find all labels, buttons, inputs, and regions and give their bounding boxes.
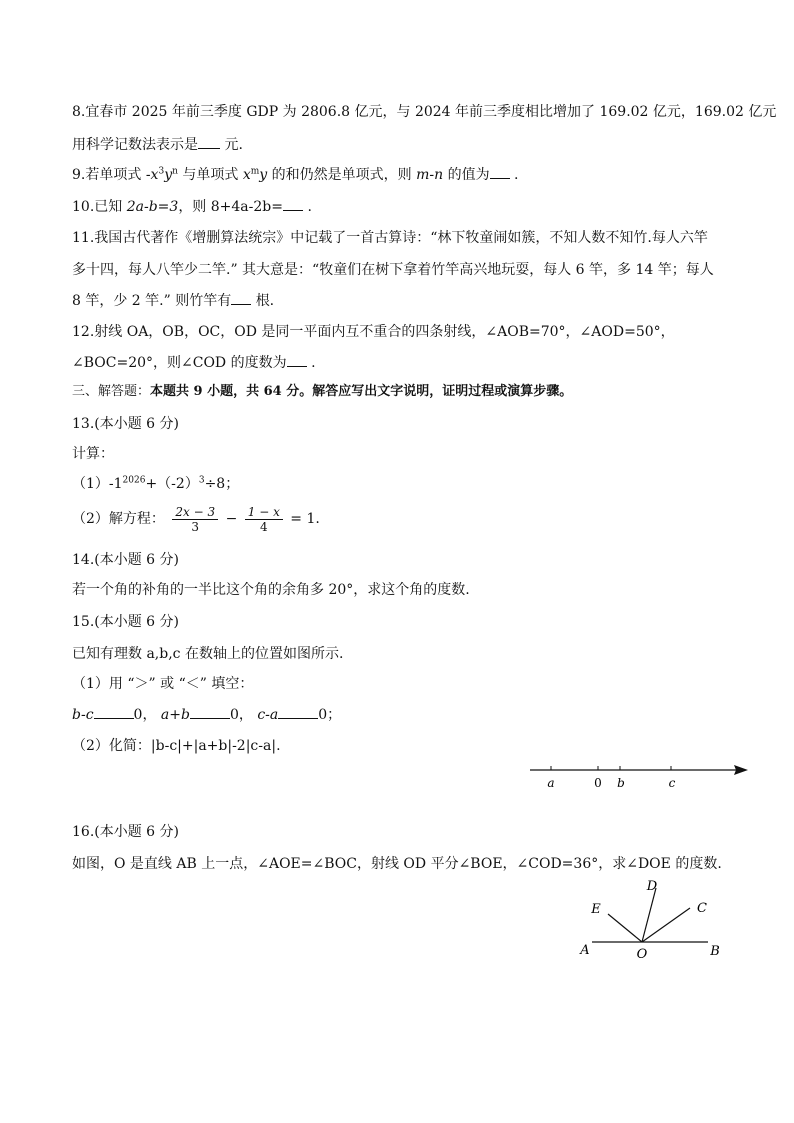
point-o-label: O xyxy=(636,947,648,962)
answer-blank xyxy=(278,704,318,719)
q10-text-b: ，则 8+4a-2b= xyxy=(178,199,283,215)
q9-term1-exp1: 3 xyxy=(158,166,165,177)
label-c: c xyxy=(668,776,676,790)
angle-figure xyxy=(570,874,730,964)
minus-sign: − xyxy=(225,511,238,527)
q11-line3-text: 8 竿，少 2 竿.” 则竹竿有 xyxy=(72,293,232,309)
fraction-1-denominator: 3 xyxy=(191,519,200,534)
q9-term2-exp: m xyxy=(250,166,260,177)
q9-line xyxy=(72,164,518,185)
arrow-head-icon xyxy=(734,765,748,775)
q9-text-e: . xyxy=(514,167,519,183)
q15-tail-1: 0， xyxy=(133,707,157,723)
q8-line2-unit: 元. xyxy=(224,137,243,153)
q14-header: 14.(本小题 6 分) xyxy=(72,552,179,568)
fraction-2-denominator: 4 xyxy=(259,519,268,534)
q9-text-b: 与单项式 xyxy=(177,167,243,183)
label-zero: 0 xyxy=(594,776,602,790)
answer-blank xyxy=(287,352,307,367)
point-e-label: E xyxy=(591,902,601,917)
q8-line2 xyxy=(72,134,243,155)
point-d-label: D xyxy=(646,879,658,894)
section3-heading xyxy=(72,382,572,402)
q15-part2: （2）化简：|b-c|+|a+b|-2|c-a|. xyxy=(72,738,281,754)
q10-text-c: . xyxy=(307,199,312,215)
q12-line2-end: . xyxy=(311,355,316,371)
q16-text: 如图，O 是直线 AB 上一点，∠AOE=∠BOC，射线 OD 平分∠BOE，∠COD=36°，求∠DOE 的度数. xyxy=(72,856,722,872)
q10-expr: 2a-b=3 xyxy=(126,199,179,215)
q8-line1: 8.宜春市 2025 年前三季度 GDP 为 2806.8 亿元，与 2024 年前三季度相比增加了 169.02 亿元，169.02 亿元 xyxy=(72,104,777,120)
q13-intro: 计算： xyxy=(72,446,114,462)
fraction-2 xyxy=(245,505,283,534)
label-b: b xyxy=(617,776,625,790)
answer-blank xyxy=(490,164,510,179)
q8-line2-text: 用科学记数法表示是 xyxy=(72,137,198,153)
answer-blank xyxy=(190,704,230,719)
q9-text-c: 的和仍然是单项式，则 xyxy=(267,167,417,183)
q13-part1 xyxy=(72,474,239,494)
answer-blank xyxy=(231,290,251,305)
equals-one: = 1. xyxy=(290,511,320,527)
q15-tail-2: 0， xyxy=(229,707,253,723)
q9-text-d: 的值为 xyxy=(443,167,490,183)
fraction-1 xyxy=(172,505,218,534)
answer-blank xyxy=(198,134,220,149)
fraction-2-numerator: 1 − x xyxy=(245,505,283,520)
q14-text: 若一个角的补角的一半比这个角的余角多 20°，求这个角的度数. xyxy=(72,582,470,598)
q11-line1: 11.我国古代著作《增删算法统宗》中记载了一首古算诗：“林下牧童闹如簇，不知人数不知竹.每人六竿 xyxy=(72,230,708,246)
q9-text-a: 9.若单项式 xyxy=(72,167,146,183)
q12-line2 xyxy=(72,352,316,373)
q15-tail-3: 0； xyxy=(318,707,342,723)
q13-p1-b: +（-2） xyxy=(145,476,199,492)
section3-desc: 本题共 9 小题，共 64 分。解答应写出文字说明，证明过程或演算步骤。 xyxy=(150,384,573,399)
q9-term1-exp2: n xyxy=(172,166,178,177)
q11-line3 xyxy=(72,290,274,311)
q16-header: 16.(本小题 6 分) xyxy=(72,824,179,840)
q15-expr-c-a: c-a xyxy=(257,707,279,723)
q12-line1: 12.射线 OA，OB，OC，OD 是同一平面内互不重合的四条射线，∠AOB=70°，∠AOD=50°， xyxy=(72,324,675,340)
q9-term2-y: y xyxy=(259,167,268,183)
answer-blank xyxy=(283,196,303,211)
q15-blanks xyxy=(72,704,341,725)
q13-p1-exp: 2026 xyxy=(122,475,146,486)
q13-p2-label: （2）解方程： xyxy=(72,511,165,527)
q15-expr-b-c: b-c xyxy=(72,707,94,723)
q11-line2: 多十四，每人八竿少二竿.” 其大意是：“牧童们在树下拿着竹竿高兴地玩耍，每人 6 竿，多 14 竿；每人 xyxy=(72,262,714,278)
q12-line2-text: ∠BOC=20°，则∠COD 的度数为 xyxy=(72,355,287,371)
q13-p1-c: ÷8； xyxy=(204,476,240,492)
q15-header: 15.(本小题 6 分) xyxy=(72,614,179,630)
q13-p1-a: （1）-1 xyxy=(72,476,123,492)
fraction-1-numerator: 2x − 3 xyxy=(172,505,218,520)
section3-label: 三、解答题： xyxy=(72,384,151,399)
q9-mn: m-n xyxy=(416,167,444,183)
q9-term1: -x xyxy=(145,167,159,183)
q10-line xyxy=(72,196,312,217)
q9-term1-y: y xyxy=(164,167,173,183)
answer-blank xyxy=(94,704,134,719)
q10-text-a: 10.已知 xyxy=(72,199,127,215)
ray-oe xyxy=(608,914,642,942)
label-a: a xyxy=(547,776,555,790)
q13-header: 13.(本小题 6 分) xyxy=(72,416,179,432)
point-b-label: B xyxy=(710,944,720,959)
q13-p1-exp2: 3 xyxy=(198,475,205,486)
point-c-label: C xyxy=(697,901,707,916)
q15-intro: 已知有理数 a,b,c 在数轴上的位置如图所示. xyxy=(72,646,344,662)
q9-term2: x xyxy=(242,167,251,183)
number-line-figure xyxy=(520,758,760,798)
q15-expr-a-b: a+b xyxy=(160,707,190,723)
q11-line3-unit: 根. xyxy=(255,293,275,309)
q13-part2 xyxy=(72,504,320,534)
point-a-label: A xyxy=(580,943,590,958)
q15-part1: （1）用 “＞” 或 “＜” 填空： xyxy=(72,676,254,692)
